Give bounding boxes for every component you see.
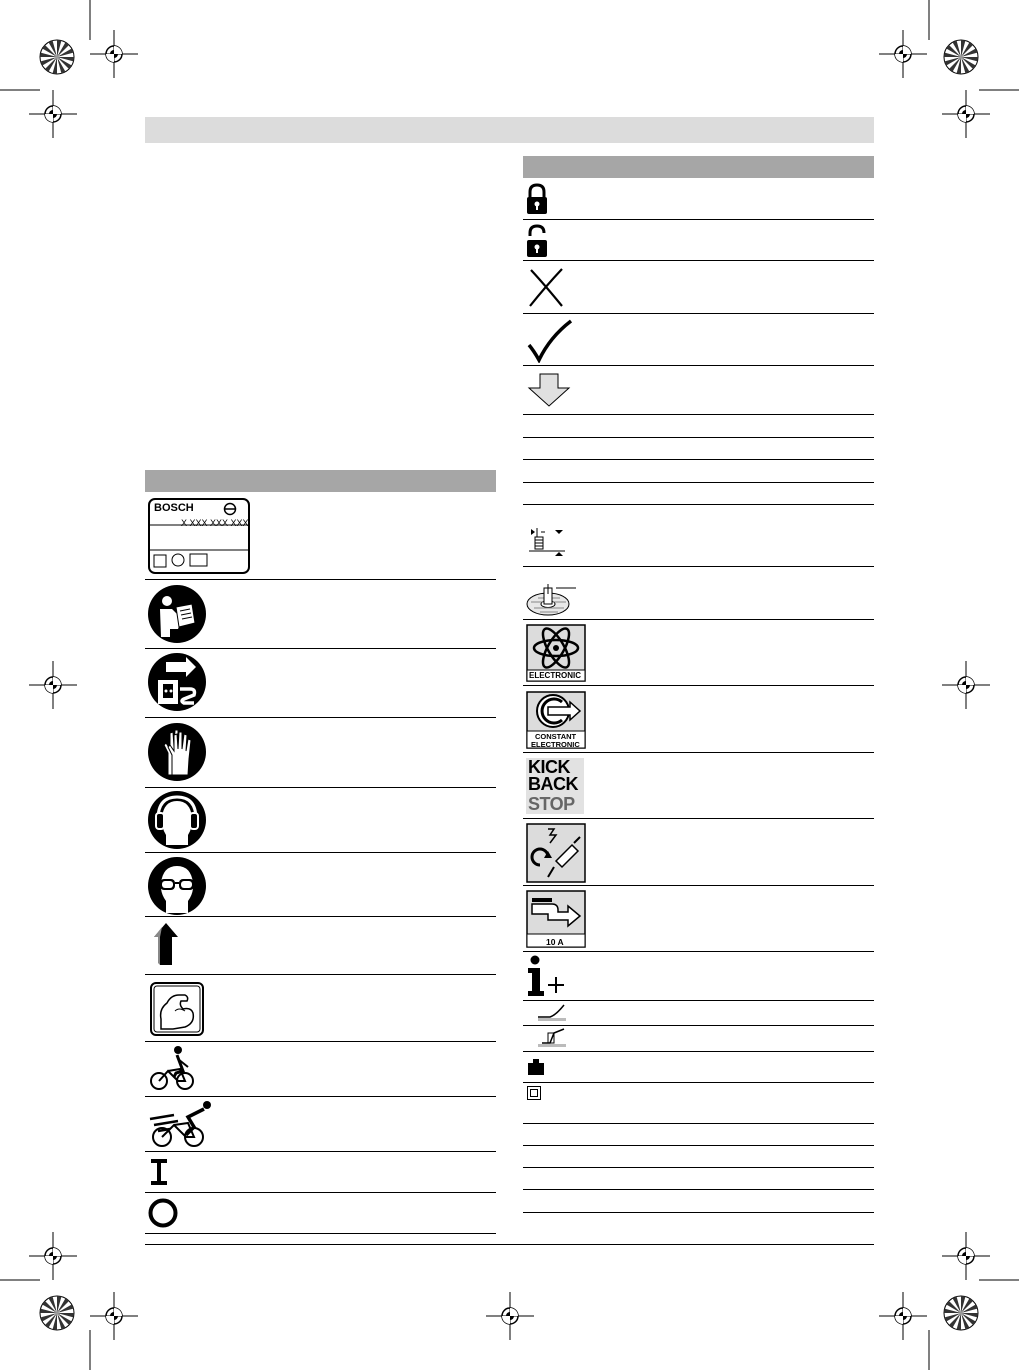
divider [523,260,874,261]
cross-icon [528,266,566,308]
divider [145,1151,496,1152]
divider [523,818,874,819]
lock-closed-icon [526,183,548,215]
gloves-icon [148,723,206,781]
divider [145,1041,496,1042]
divider [523,414,874,415]
divider [523,1000,874,1001]
page-footer-line [145,1244,874,1245]
divider [523,1123,874,1124]
electronic-label: ELECTRONIC [529,671,581,680]
divider [523,885,874,886]
divider [145,648,496,649]
ear-protection-icon [148,791,206,849]
stop-label: STOP [528,794,575,814]
divider [523,1212,874,1213]
eye-protection-icon [148,857,206,915]
switch-off-icon [148,1198,178,1228]
cyclist-slow-icon [148,1045,196,1093]
unplug-icon [148,653,206,711]
divider [145,1192,496,1193]
divider [145,852,496,853]
divider [523,1167,874,1168]
divider [145,579,496,580]
blade-disc-icon [526,582,578,616]
divider [523,365,874,366]
weight-icon [527,1058,545,1076]
divider [523,313,874,314]
divider [523,1025,874,1026]
cyclist-fast-icon [148,1099,214,1149]
cutting-depth-icon [527,525,567,559]
divider [523,752,874,753]
divider [523,459,874,460]
divider [523,1189,874,1190]
divider [523,1051,874,1052]
guide-bevel-2-icon [536,1027,568,1049]
divider [523,504,874,505]
constant-label-2: ELECTRONIC [531,740,580,749]
divider [145,1233,496,1234]
arm-strength-icon [149,981,205,1037]
direction-arrow-icon [150,921,180,967]
check-icon [526,319,574,363]
type-plate-number: X XXX XXX XXX [181,518,249,528]
divider [145,787,496,788]
read-manual-icon [148,585,206,643]
restart-protection-icon [526,823,586,883]
divider [523,482,874,483]
lock-open-icon [526,224,548,258]
divider [523,1145,874,1146]
page-header-bar [145,117,874,143]
left-table-header [145,470,496,492]
divider [523,1082,874,1083]
switch-on-icon [150,1158,168,1186]
divider [145,1096,496,1097]
guide-bevel-icon [536,1003,568,1023]
divider [145,916,496,917]
divider [145,717,496,718]
divider [523,566,874,567]
divider [523,951,874,952]
divider [523,219,874,220]
divider [523,437,874,438]
down-arrow-icon [527,372,571,408]
constant-label-1: CONSTANT [535,732,577,741]
divider [523,685,874,686]
type-plate-brand: BOSCH [154,502,194,514]
divider [145,974,496,975]
ten-amp-label: 10 A [546,937,564,947]
kick-label: KICK [528,757,570,777]
back-label: BACK [528,774,578,794]
right-table-header [523,156,874,178]
protection-class-icon [527,1086,541,1100]
accessory-info-icon [526,955,566,997]
divider [523,619,874,620]
